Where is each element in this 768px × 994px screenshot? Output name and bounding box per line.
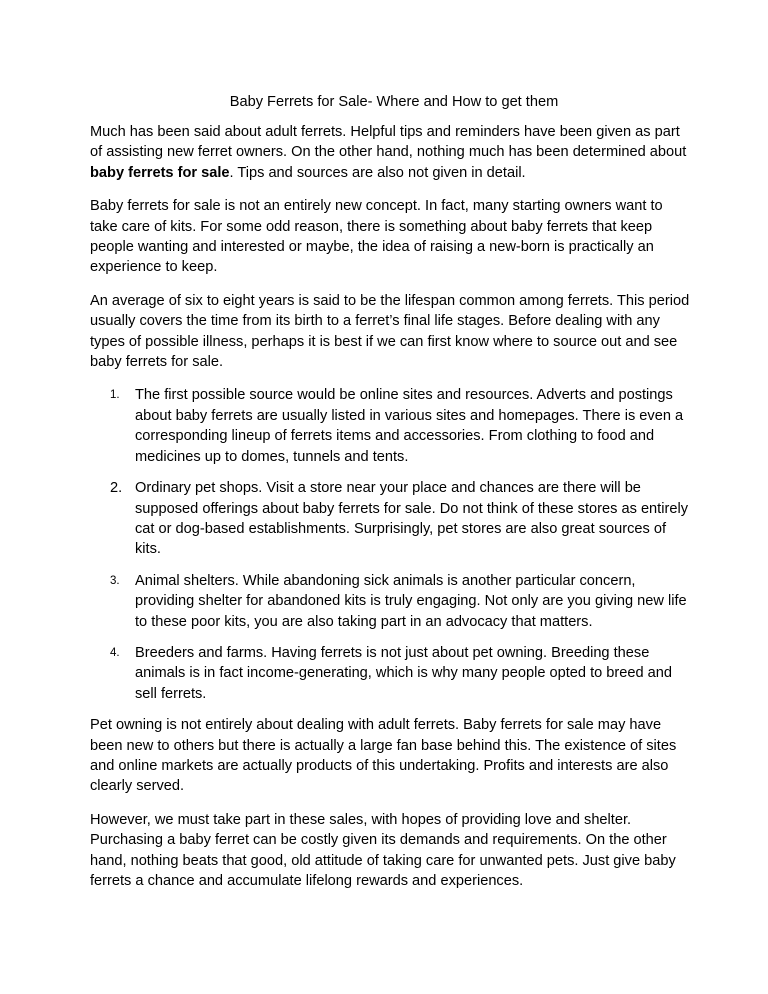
sources-list [90,385,690,704]
list-item-text: Ordinary pet shops. Visit a store near your place and chances are there will be supposed offerings about baby ferrets for sale. Do not think of these stores as entirely cat or dog-based establishments. Surprisingly, pet stores are also great sources of kits. [135,480,688,558]
document-title: Baby Ferrets for Sale- Where and How to get them [229,94,559,110]
paragraph-intro [90,122,690,183]
document-page [90,92,690,904]
list-item-number: 4. [110,646,120,659]
list-item-number: 1. [110,389,120,402]
list-item [90,643,690,704]
list-item [90,571,690,632]
list-item [90,385,690,467]
paragraph-lifespan: An average of six to eight years is said to be the lifespan common among ferrets. This period usually covers the time from its birth to a ferret’s final life stages. Before dealing with any types of possible illness, perhaps it is best if we can first know where to source out and see baby ferrets for sale. [90,292,690,371]
paragraph-fanbase: Pet owning is not entirely about dealing with adult ferrets. Baby ferrets for sale may have been new to others but there is actually a large fan base behind this. The existence of sites and online markets are actually products of this undertaking. Profits and interests are also clearly served. [90,717,677,795]
list-item-text: Breeders and farms. Having ferrets is not just about pet owning. Breeding these animals is in fact income-generating, which is why many people opted to breed and sell ferrets. [135,644,673,702]
list-item-text: The first possible source would be online sites and resources. Adverts and postings about baby ferrets are usually listed in various sites and homepages. There is even a corresponding lineup of ferrets items and accessories. From clothing to food and medicines up to domes, tunnels and tents. [135,387,684,465]
list-item-number: 3. [110,574,120,587]
paragraph-conclusion: However, we must take part in these sales, with hopes of providing love and shelter. Purchasing a baby ferret can be costly given its demands and requirements. On the other hand, nothing beats that good, old attitude of taking care for unwanted pets. Just give baby ferrets a chance and accumulate lifelong rewards and experiences. [90,811,676,889]
paragraph-concept: Baby ferrets for sale is not an entirely new concept. In fact, many starting owners want to take care of kits. For some odd reason, there is something about baby ferrets that keep people wanting and interested or maybe, the idea of raising a new-born is practically an experience to keep. [90,198,663,276]
list-item-number: 2. [110,480,123,497]
list-item-text: Animal shelters. While abandoning sick animals is another particular concern, providing shelter for abandoned kits is truly engaging. Not only are you giving new life to these poor kits, you are also taking part in an advocacy that matters. [135,572,687,630]
list-item [90,478,690,560]
paragraph-intro-bold: baby ferrets for sale [90,164,230,181]
paragraph-intro-text: Much has been said about adult ferrets. Helpful tips and reminders have been given as part of assisting new ferret owners. On the other hand, nothing much has been determined about [90,124,687,161]
paragraph-intro-end: . Tips and sources are also not given in detail. [229,164,526,181]
